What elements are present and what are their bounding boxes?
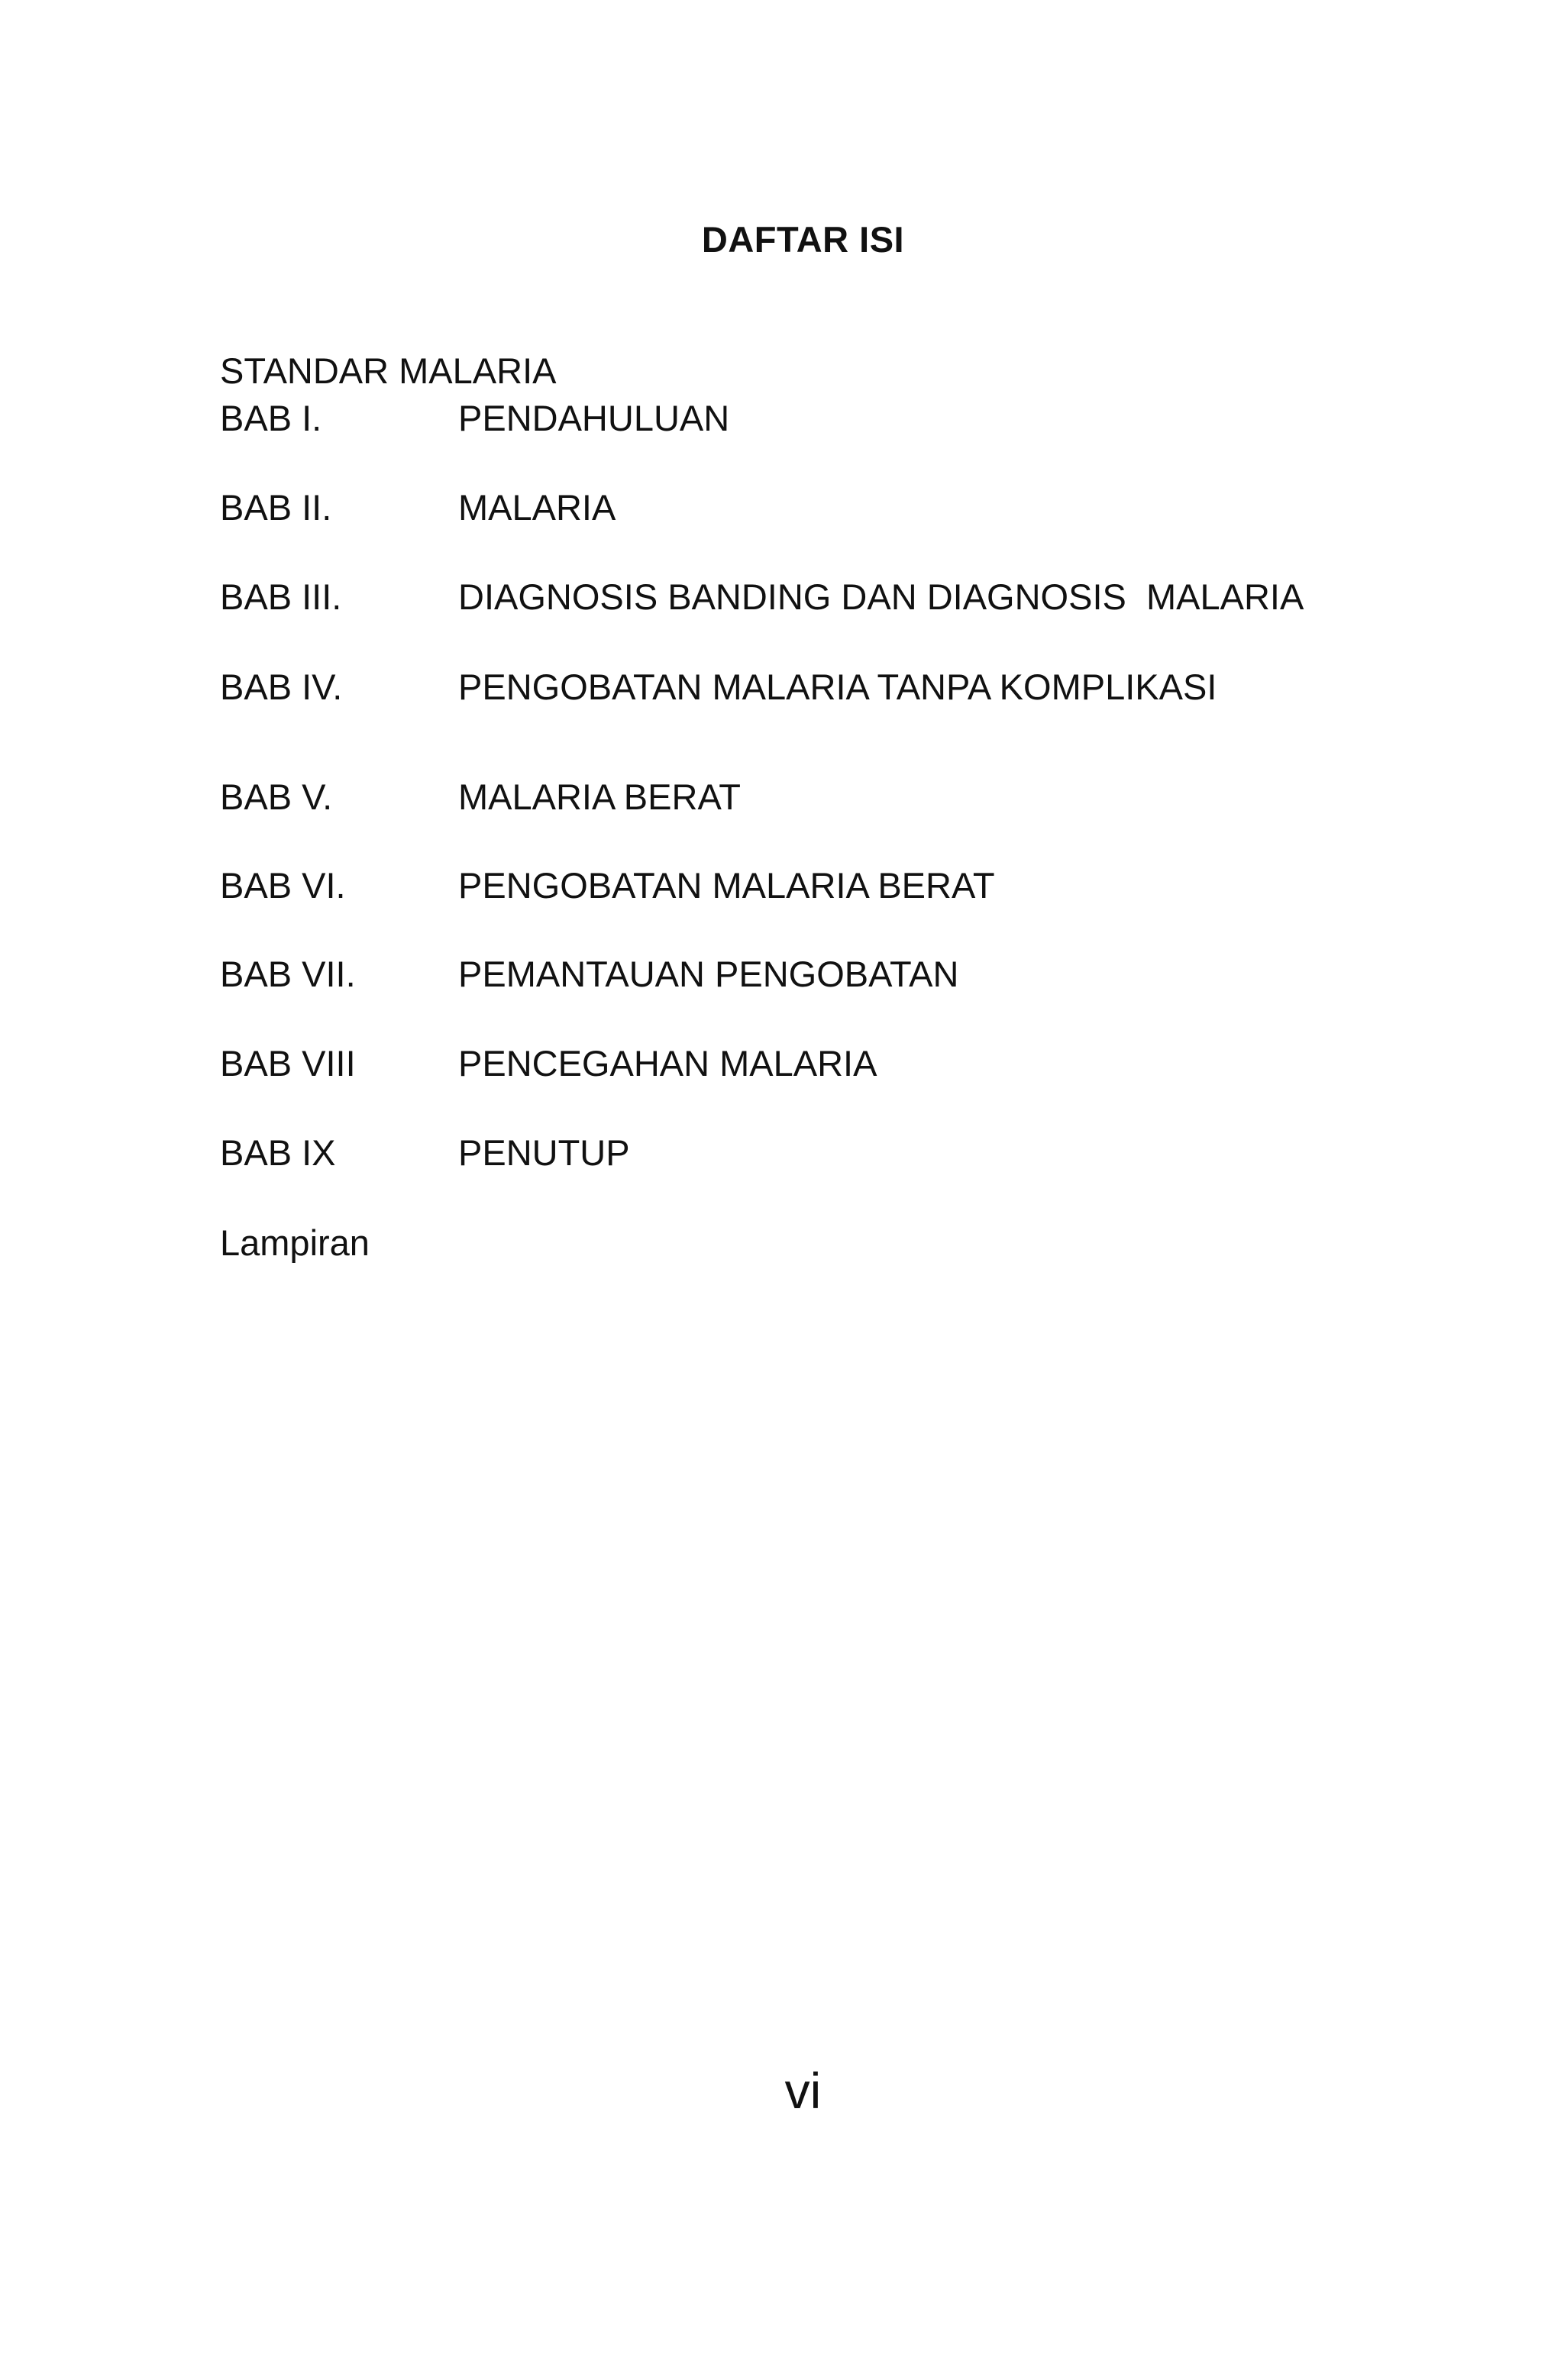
toc-entry-label: BAB VI. <box>220 865 346 906</box>
toc-entry-bab-8 <box>220 1042 877 1085</box>
toc-entry-label: BAB VIII <box>220 1043 356 1083</box>
toc-entry-label: BAB VII. <box>220 954 356 994</box>
toc-entry-text: DIAGNOSIS BANDING DAN DIAGNOSIS MALARIA <box>458 576 1304 617</box>
toc-appendix: Lampiran <box>220 1222 370 1263</box>
toc-entry-text: PENGOBATAN MALARIA BERAT <box>458 865 995 906</box>
toc-entry-label: BAB V. <box>220 777 333 817</box>
toc-entry-label: BAB I. <box>220 398 322 438</box>
toc-entry-label: BAB IX <box>220 1132 336 1173</box>
toc-entry-bab-5 <box>220 776 741 819</box>
toc-entry-bab-1 <box>220 397 729 440</box>
page-title: DAFTAR ISI <box>701 219 905 260</box>
toc-entry-text: PENCEGAHAN MALARIA <box>458 1043 877 1083</box>
toc-entry-bab-2 <box>220 486 616 529</box>
toc-entry-text: MALARIA <box>458 487 616 528</box>
section-heading: STANDAR MALARIA <box>220 350 557 391</box>
page-number: vi <box>784 2062 822 2119</box>
toc-entry-text: PENDAHULUAN <box>458 398 730 438</box>
toc-entry-bab-4 <box>220 666 1217 709</box>
toc-entry-bab-6 <box>220 864 995 907</box>
toc-entry-text: PEMANTAUAN PENGOBATAN <box>458 954 959 994</box>
toc-entry-text: PENGOBATAN MALARIA TANPA KOMPLIKASI <box>458 667 1217 707</box>
toc-entry-label: BAB III. <box>220 576 342 617</box>
toc-entry-label: BAB II. <box>220 487 332 528</box>
toc-entry-bab-9 <box>220 1132 630 1174</box>
toc-entry-bab-3 <box>220 576 1304 618</box>
toc-entry-label: BAB IV. <box>220 667 343 707</box>
toc-entry-text: MALARIA BERAT <box>458 777 742 817</box>
toc-entry-text: PENUTUP <box>458 1132 630 1173</box>
toc-entry-bab-7 <box>220 953 958 996</box>
